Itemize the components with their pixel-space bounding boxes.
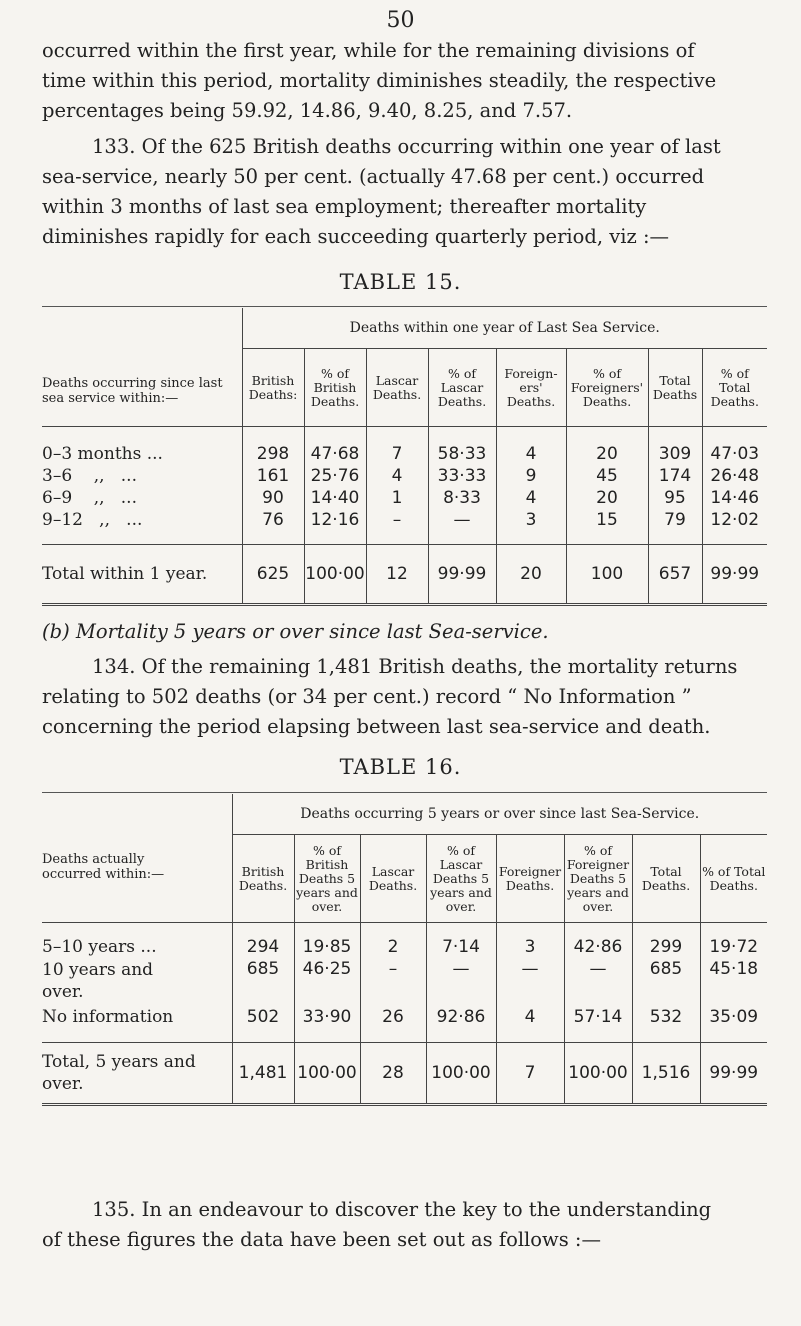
table-cell: 20 [496,545,566,605]
section-subheading: (b) Mortality 5 years or over since last Sea-service. [42,620,549,643]
table-row [42,1005,767,1029]
table-cell: 3 [496,509,566,531]
table-15-title: TABLE 15. [339,270,462,294]
table-cell: 657 [648,545,702,605]
row-label: Total within 1 year. [42,545,242,605]
table-cell: 47·68 [304,443,366,465]
table-cell: 28 [360,1043,426,1105]
table-cell: 532 [632,1005,700,1029]
table-cell: 33·33 [428,465,496,487]
row-label: 0–3 months ... [42,443,163,464]
text-line: percentages being 59.92, 14.86, 9.40, 8.25, and 7.57. [42,99,573,122]
paragraph-134 [42,652,767,742]
table-cell: 90 [242,487,304,509]
table-cell: 3 [496,935,564,959]
table-cell: 45 [566,465,648,487]
column-header: % of British Deaths. [304,349,366,427]
table-cell: – [360,959,426,1005]
table-cell: 2 [360,935,426,959]
column-header: % of Lascar Deaths. [428,349,496,427]
table-cell: 45·18 [700,959,767,1005]
table-cell: 57·14 [564,1005,632,1029]
column-header: Foreign-ers' Deaths. [496,349,566,427]
table-cell: 14·40 [304,487,366,509]
table-cell: 58·33 [428,443,496,465]
table-16-stub-header: Deaths actually occurred within:— [42,794,232,923]
row-label: Total, 5 years and over. [42,1043,232,1105]
table-cell: – [366,509,428,531]
table-cell: 12·02 [702,509,767,531]
table-cell: 25·76 [304,465,366,487]
table-top-rule [42,306,767,307]
table-cell: 502 [232,1005,294,1029]
table-total-row [42,1043,767,1105]
table-cell: 42·86 [564,935,632,959]
row-label: 6–9 ,, ... [42,487,137,508]
paragraph-135 [42,1195,767,1255]
column-header: Lascar Deaths. [366,349,428,427]
text-line: of these figures the data have been set out as follows :— [42,1228,601,1251]
table-cell: 15 [566,509,648,531]
row-label: 10 years and over. [42,959,154,1002]
table-cell: 298 [242,443,304,465]
table-cell: 95 [648,487,702,509]
table-15-stub-header: Deaths occurring since last sea service within:— [42,308,242,427]
text-line: time within this period, mortality diminishes steadily, the respective [42,69,717,92]
table-cell: — [426,959,496,1005]
table-cell: 685 [632,959,700,1005]
column-header: % of Total Deaths. [700,835,767,923]
table-cell: 12 [366,545,428,605]
table-cell: 46·25 [294,959,360,1005]
table-cell: 625 [242,545,304,605]
row-label: 5–10 years ... [42,936,157,957]
table-row [42,465,767,487]
table-cell: 4 [496,1005,564,1029]
table-cell: 309 [648,443,702,465]
table-cell: 8·33 [428,487,496,509]
table-cell: 19·72 [700,935,767,959]
table-cell: 100·00 [304,545,366,605]
table-row [42,959,767,1005]
column-header: Total Deaths [648,349,702,427]
text-line: 133. Of the 625 British deaths occurring within one year of last [92,135,721,158]
table-cell: 92·86 [426,1005,496,1029]
table-row [42,443,767,465]
text-line: relating to 502 deaths (or 34 per cent.) record “ No Information ” [42,685,692,708]
table-16-title: TABLE 16. [339,755,462,779]
column-header: % of Total Deaths. [702,349,767,427]
table-cell: 4 [496,443,566,465]
table-cell: 7·14 [426,935,496,959]
table-cell: 7 [366,443,428,465]
table-cell: 33·90 [294,1005,360,1029]
table-cell: 26·48 [702,465,767,487]
table-cell: 20 [566,487,648,509]
table-cell: 7 [496,1043,564,1105]
paragraph-133 [42,132,767,252]
text-line: sea-service, nearly 50 per cent. (actually 47.68 per cent.) occurred [42,165,705,188]
table-cell: 1,516 [632,1043,700,1105]
table-cell: 19·85 [294,935,360,959]
row-label: 3–6 ,, ... [42,465,137,486]
table-row [42,487,767,509]
table-total-row [42,545,767,605]
column-header: % of Foreigners' Deaths. [566,349,648,427]
table-cell: 99·99 [702,545,767,605]
text-line: occurred within the first year, while for the remaining divisions of [42,39,695,62]
table-cell: 100·00 [564,1043,632,1105]
text-line: diminishes rapidly for each succeeding quarterly period, viz :— [42,225,670,248]
column-header: % of Lascar Deaths 5 years and over. [426,835,496,923]
table-cell: 100·00 [426,1043,496,1105]
table-cell: 35·09 [700,1005,767,1029]
table-cell: 47·03 [702,443,767,465]
table-cell: 14·46 [702,487,767,509]
column-header: % of British Deaths 5 years and over. [294,835,360,923]
table-cell: 4 [366,465,428,487]
table-cell: 99·99 [700,1043,767,1105]
table-cell: 1,481 [232,1043,294,1105]
table-cell: 9 [496,465,566,487]
table-16 [42,794,767,1106]
column-header: British Deaths. [232,835,294,923]
table-cell: 99·99 [428,545,496,605]
table-cell: 100·00 [294,1043,360,1105]
row-label: No information [42,1006,174,1027]
table-15-caption: Deaths within one year of Last Sea Service. [242,308,767,349]
table-row [42,509,767,531]
table-cell: 100 [566,545,648,605]
table-cell: 79 [648,509,702,531]
page-number: 50 [386,8,415,33]
table-cell: — [428,509,496,531]
column-header: % of Foreigner Deaths 5 years and over. [564,835,632,923]
text-line: within 3 months of last sea employment; thereafter mortality [42,195,647,218]
table-cell: 4 [496,487,566,509]
table-cell: 20 [566,443,648,465]
table-cell: — [496,959,564,1005]
text-line: concerning the period elapsing between last sea-service and death. [42,715,711,738]
table-cell: 12·16 [304,509,366,531]
text-line: 134. Of the remaining 1,481 British deaths, the mortality returns [92,655,738,678]
table-cell: — [564,959,632,1005]
table-cell: 294 [232,935,294,959]
column-header: Total Deaths. [632,835,700,923]
table-cell: 685 [232,959,294,1005]
table-row [42,935,767,959]
table-top-rule [42,792,767,793]
table-cell: 1 [366,487,428,509]
table-cell: 26 [360,1005,426,1029]
column-header: Lascar Deaths. [360,835,426,923]
table-cell: 299 [632,935,700,959]
column-header: British Deaths: [242,349,304,427]
table-cell: 174 [648,465,702,487]
text-line: 135. In an endeavour to discover the key to the understanding [92,1198,712,1221]
table-cell: 161 [242,465,304,487]
table-15 [42,308,767,606]
table-cell: 76 [242,509,304,531]
paragraph-intro [42,36,767,126]
table-16-caption: Deaths occurring 5 years or over since last Sea-Service. [232,794,767,835]
row-label: 9–12 ,, ... [42,509,143,530]
column-header: Foreigner Deaths. [496,835,564,923]
